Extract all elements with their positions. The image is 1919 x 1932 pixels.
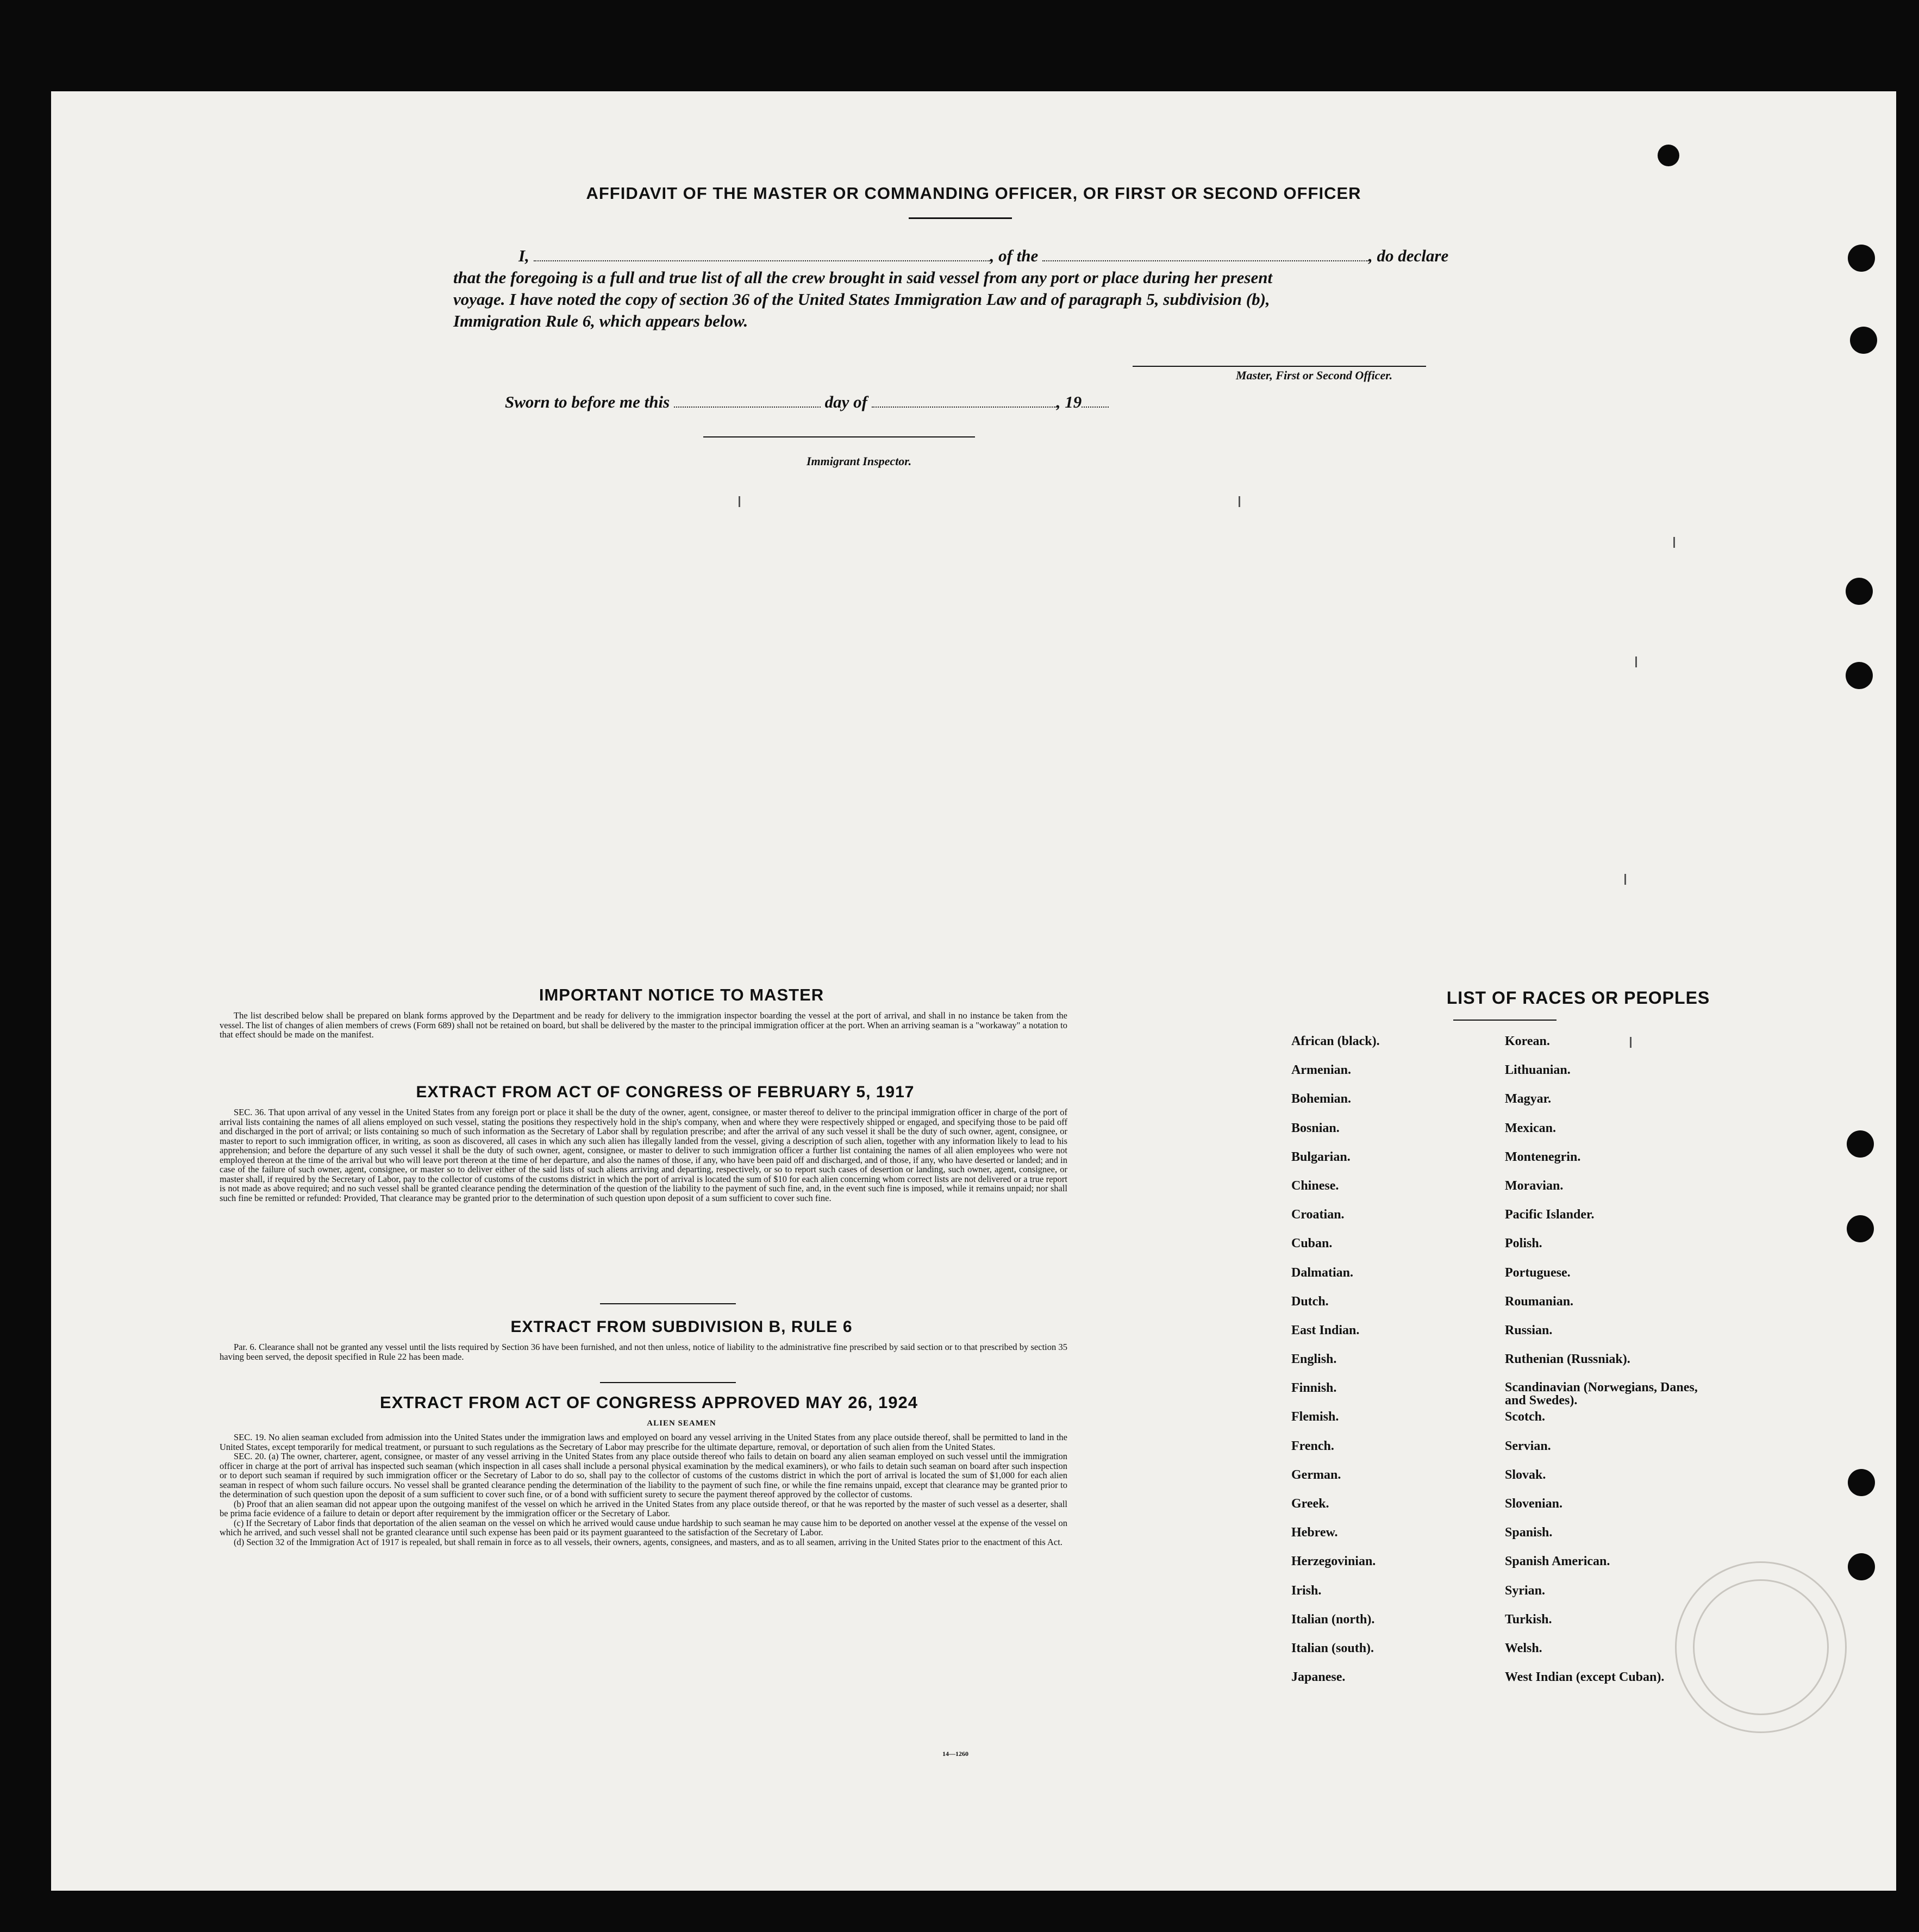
races-row: [1291, 1439, 1711, 1468]
sworn-day-blank[interactable]: [674, 393, 821, 408]
races-row: [1291, 1208, 1711, 1236]
sec-20d: (d) Section 32 of the Immigration Act of 1917 is repealed, but shall remain in force as to all vessels, their owners, agents, consignees, and masters, and as to all seamen, arriving in the United States prior to the enactment of this Act.: [234, 1536, 1062, 1547]
races-row: [1291, 1497, 1711, 1525]
race-left: Bulgarian.: [1291, 1149, 1351, 1164]
race-right: Magyar.: [1505, 1092, 1552, 1106]
races-row: [1291, 1236, 1711, 1265]
race-left: German.: [1291, 1467, 1341, 1482]
title-rule: [909, 217, 1012, 219]
race-right: Turkish.: [1505, 1612, 1552, 1627]
races-row: [1291, 1410, 1711, 1439]
race-right: Spanish.: [1505, 1525, 1553, 1540]
race-right: Servian.: [1505, 1439, 1551, 1453]
race-right: Scotch.: [1505, 1410, 1545, 1424]
sworn-month-blank[interactable]: [872, 393, 1057, 408]
races-row: [1291, 1150, 1711, 1179]
race-left: Greek.: [1291, 1497, 1329, 1511]
races-row: [1291, 1612, 1711, 1641]
races-rule: [1453, 1020, 1557, 1021]
of-the-label: , of the: [990, 246, 1039, 265]
race-left: Croatian.: [1291, 1208, 1345, 1222]
races-row: [1291, 1092, 1711, 1121]
races-row: [1291, 1352, 1711, 1381]
punch-hole: [1846, 662, 1873, 689]
races-row: [1291, 1034, 1711, 1063]
document-page: [51, 91, 1896, 1891]
punch-hole: [1847, 1130, 1874, 1158]
race-right: Slovenian.: [1505, 1497, 1563, 1511]
bleed-mark: [1624, 874, 1626, 885]
affidavit-line-2: that the foregoing is a full and true list of all the crew brought in said vessel from any port or place during her present: [453, 268, 1273, 287]
race-left: Bohemian.: [1291, 1092, 1352, 1106]
race-right: Pacific Islander.: [1505, 1208, 1595, 1222]
race-right: Korean.: [1505, 1034, 1550, 1048]
race-right: Polish.: [1505, 1236, 1542, 1251]
day-of-label: day of: [824, 392, 867, 411]
notice-body: The list described below shall be prepared on blank forms approved by the Department and be ready for delivery to the immigration inspector boarding the vessel at the port of arrival, and shall in no instance be taken from the vessel. The list of changes of alien members of crews (Form 689) shall not be retained on board, but shall be delivered by the master to the principal immigration officer at the port. When an arriving seaman is a "workaway" a notation to that effect should be made on the manifest.: [220, 1010, 1067, 1040]
section-rule: [600, 1303, 736, 1304]
extract-1917-title: EXTRACT FROM ACT OF CONGRESS OF FEBRUARY 5, 1917: [416, 1083, 915, 1101]
race-right: Ruthenian (Russniak).: [1505, 1352, 1630, 1367]
race-left: Japanese.: [1291, 1670, 1346, 1685]
race-right: Roumanian.: [1505, 1294, 1574, 1309]
sworn-year-blank[interactable]: [1082, 393, 1109, 408]
year-label: , 19: [1056, 392, 1082, 411]
race-right: West Indian (except Cuban).: [1505, 1670, 1665, 1685]
ink-blot: [1658, 145, 1679, 166]
alien-seamen-subtitle: ALIEN SEAMEN: [647, 1419, 716, 1428]
races-row: [1291, 1063, 1711, 1092]
affidavit-title: AFFIDAVIT OF THE MASTER OR COMMANDING OFFICER, OR FIRST OR SECOND OFFICER: [586, 184, 1361, 203]
embossed-seal-inner: [1693, 1579, 1829, 1715]
race-left: Flemish.: [1291, 1410, 1339, 1424]
officer-name-blank[interactable]: [534, 247, 990, 261]
races-row: [1291, 1468, 1711, 1497]
sec-20b: (b) Proof that an alien seaman did not appear upon the outgoing manifest of the vessel on which he arrived in the United States from any place outside thereof, or that he was reported by the master of such vessel as a deserter, shall be prima facie evidence of a failure to detain or deport after requirement by the immigration officer or the Secretary of Labor.: [220, 1498, 1067, 1518]
form-number: 14—1260: [942, 1750, 968, 1758]
affidavit-line-3: voyage. I have noted the copy of section 36 of the United States Immigration Law and of paragraph 5, subdivision (b),: [453, 290, 1270, 309]
extract-1917-body: SEC. 36. That upon arrival of any vessel in the United States from any foreign port or place it shall be the duty of the owner, agent, consignee, or master thereof to deliver to the principal immigration officer in charge of the port of arrival lists containing the names of all aliens employed on such vessel, stating the positions they respectively hold in the ship's company, when and where they were respectively shipped or engaged, and specifying those to be paid off and discharged in the port of arrival; or lists containing so much of such information as the Secretary of Labor shall by regulation prescribe; and after the arrival of any such vessel it shall be the duty of such owner, agent, consignee, or master to report to such immigration officer, in writing, as soon as discovered, all cases in which any such alien has illegally landed from the vessel, giving a description of such alien, together with any information likely to lead to his apprehension; and before the departure of any such vessel it shall be the duty of such owner, agent, consignee, or master to deliver to such immigration officer a further list containing the names of all alien employees who were not employed thereon at the time of the arrival but who will leave port thereon at the time of her departure, and also the names of those, if any, who have been paid off and discharged, and of those, if any, who have deserted or landed; and in case of the failure of such owner, agent, consignee, or master so to deliver either of the said lists of such aliens arriving and departing, respectively, or so to report such cases of desertion or landing, such owner, agent, consignee, or master shall, if required by the Secretary of Labor, pay to the collector of customs of the customs district in which the port of arrival is located the sum of $10 for each alien concerning whom correct lists are not delivered or a true report is not made as above required; and no such vessel shall be granted clearance pending the determination of the question of the liability to the payment of such fine, and, in the event such fine is imposed, while it remains unpaid; nor shall such fine be remitted or refunded: Provided, That clearance may be granted prior to the determination of such question upon deposit of a sum sufficient to cover such fine.: [220, 1107, 1067, 1203]
race-left: African (black).: [1291, 1034, 1380, 1048]
race-left: East Indian.: [1291, 1323, 1360, 1337]
punch-hole: [1850, 327, 1877, 354]
race-left: Finnish.: [1291, 1381, 1337, 1396]
race-left: Herzegovinian.: [1291, 1554, 1376, 1569]
do-declare-label: , do declare: [1368, 246, 1449, 265]
punch-hole: [1848, 245, 1875, 272]
section-rule: [600, 1382, 736, 1383]
races-row: [1291, 1554, 1711, 1583]
races-title: LIST OF RACES OR PEOPLES: [1446, 988, 1710, 1008]
race-right: Lithuanian.: [1505, 1063, 1571, 1078]
master-signature-line[interactable]: [1133, 366, 1426, 367]
embossed-seal: [1675, 1561, 1847, 1733]
affidavit-line-4: Immigration Rule 6, which appears below.: [453, 311, 748, 330]
race-right: Moravian.: [1505, 1178, 1564, 1193]
notice-title: IMPORTANT NOTICE TO MASTER: [539, 985, 824, 1004]
rule6-body: Par. 6. Clearance shall not be granted any vessel until the lists required by Section 36 have been furnished, and not then unless, notice of liability to the administrative fine prescribed by said section or to that prescribed by section 35 having been served, the deposit specified in Rule 22 has been made.: [220, 1342, 1067, 1362]
race-right: Slovak.: [1505, 1467, 1546, 1482]
sworn-label: Sworn to before me this: [505, 392, 670, 411]
races-row: [1291, 1295, 1711, 1323]
race-left: Bosnian.: [1291, 1121, 1340, 1135]
race-right: Scandinavian (Norwegians, Danes, and Swedes).: [1505, 1380, 1698, 1408]
races-row: [1291, 1584, 1711, 1612]
sworn-line: [505, 391, 1109, 413]
race-left: Irish.: [1291, 1583, 1322, 1598]
races-row: [1291, 1641, 1711, 1670]
race-right: Russian.: [1505, 1323, 1553, 1337]
race-right: Syrian.: [1505, 1583, 1546, 1598]
races-row: [1291, 1323, 1711, 1352]
punch-hole: [1847, 1215, 1874, 1242]
punch-hole: [1848, 1469, 1875, 1496]
rule6-title: EXTRACT FROM SUBDIVISION B, RULE 6: [510, 1318, 853, 1336]
race-left: Cuban.: [1291, 1236, 1333, 1251]
races-row: [1291, 1179, 1711, 1208]
bleed-mark: [1239, 496, 1240, 507]
race-left: English.: [1291, 1352, 1337, 1367]
affidavit-line-1: [453, 245, 1540, 267]
extract-1924-title: EXTRACT FROM ACT OF CONGRESS APPROVED MAY 26, 1924: [380, 1393, 918, 1412]
race-left: Hebrew.: [1291, 1525, 1338, 1540]
vessel-name-blank[interactable]: [1042, 247, 1368, 261]
race-left: Italian (north).: [1291, 1612, 1375, 1627]
race-right: Portuguese.: [1505, 1265, 1571, 1280]
race-left: Dutch.: [1291, 1294, 1329, 1309]
race-left: Italian (south).: [1291, 1641, 1374, 1655]
races-row: [1291, 1670, 1711, 1699]
race-left: Armenian.: [1291, 1063, 1351, 1078]
extract-1924-body: [220, 1433, 1067, 1547]
punch-hole: [1848, 1553, 1875, 1580]
race-left: Chinese.: [1291, 1178, 1339, 1193]
punch-hole: [1846, 578, 1873, 605]
races-row: [1291, 1266, 1711, 1295]
races-row: [1291, 1121, 1711, 1150]
race-left: Dalmatian.: [1291, 1265, 1353, 1280]
sec-20a: SEC. 20. (a) The owner, charterer, agent, consignee, or master of any vessel arriving in the United States from any place outside thereof who fails to detain on board any alien seaman employed on such vessel until the immigration officer in charge at the port of arrival has inspected such seaman (which inspection in all cases shall include a personal physical examination by the medical examiners), or who fails to detain such seaman on board after such inspection or to deport such seaman if required by such immigration officer or the Secretary of Labor to do so, shall pay to the collector of customs of the customs district in which the port of arrival is located the sum of $1,000 for each alien seaman in respect of whom such failure occurs. No vessel shall be granted clearance pending the determination of the liability to the payment of such fine, or while the fine remains unpaid, except that clearance may be granted prior to the determination of such question upon the deposit of a sum sufficient to cover such fine, or of a bond with sufficient surety to secure the payment thereof approved by the collector of customs.: [220, 1451, 1067, 1499]
sec-19: SEC. 19. No alien seaman excluded from admission into the United States under the immigration laws and employed on board any vessel arriving in the United States from any place outside thereof, shall be permitted to land in the United States, except temporarily for medical treatment, or pursuant to such regulations as the Secretary of Labor may prescribe for the ultimate departure, removal, or deportation of such alien from the United States.: [220, 1432, 1067, 1452]
bleed-mark: [1673, 537, 1675, 548]
races-row: [1291, 1381, 1711, 1410]
inspector-caption: Immigrant Inspector.: [807, 454, 912, 468]
races-table: [1291, 1034, 1711, 1699]
race-right: Mexican.: [1505, 1121, 1556, 1135]
race-right: Montenegrin.: [1505, 1149, 1581, 1164]
i-label: I,: [518, 246, 529, 265]
inspector-signature-line[interactable]: [703, 436, 975, 437]
master-signature-caption: Master, First or Second Officer.: [1236, 368, 1393, 382]
race-right: Spanish American.: [1505, 1554, 1610, 1569]
sec-20c: (c) If the Secretary of Labor finds that deportation of the alien seaman on the vessel on which he arrived would cause undue hardship to such seaman he may cause him to be deported on another vessel at the expense of the vessel on which he arrived, and such vessel shall not be granted clearance until such expense has been paid or its payment guaranteed to the satisfaction of the Secretary of Labor.: [220, 1517, 1067, 1537]
races-row: [1291, 1525, 1711, 1554]
race-left: French.: [1291, 1439, 1334, 1453]
race-right: Welsh.: [1505, 1641, 1542, 1655]
bleed-mark: [1635, 656, 1637, 667]
bleed-mark: [739, 496, 740, 507]
